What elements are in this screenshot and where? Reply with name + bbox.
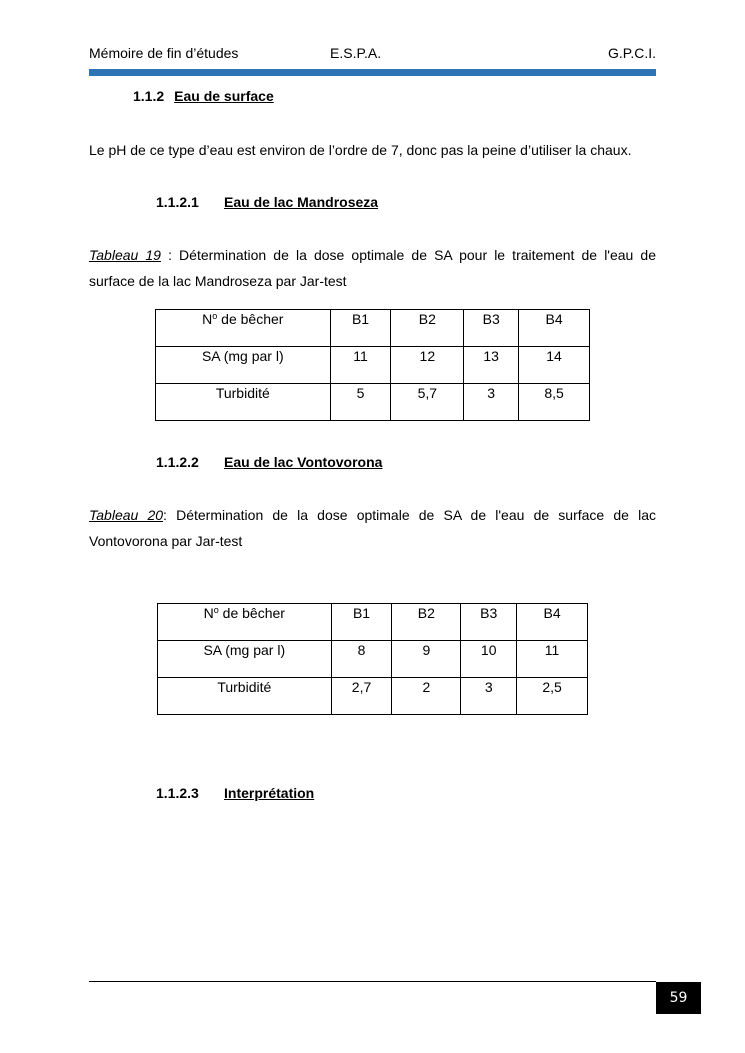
section-title: Eau de surface: [174, 88, 274, 104]
table-cell: 13: [464, 347, 519, 384]
table-cell: 5,7: [391, 384, 464, 421]
table-cell: 9: [392, 641, 461, 678]
row-label-becher: $N^o$ de bêcher: [156, 310, 331, 347]
table-row: [158, 678, 588, 715]
header-center: E.S.P.A.: [330, 45, 382, 61]
subsection-number-1: 1.1.2.1: [156, 194, 199, 210]
table-row: [156, 310, 590, 347]
row-label-dose: SA (mg par l): [158, 641, 332, 678]
row-label-dose: SA (mg par l): [156, 347, 331, 384]
header-cell: B2: [392, 604, 461, 641]
header-cell: B3: [464, 310, 519, 347]
header-left: Mémoire de fin d’études: [89, 45, 239, 61]
section-intro: Le pH de ce type d’eau est environ de l’ordre de 7, donc pas la peine d’utiliser la chaux.: [89, 142, 632, 158]
row-label-becher: $N^o$ de bêcher: [158, 604, 332, 641]
caption-label-1: Tableau 19: [89, 247, 161, 263]
subsection-heading-1: [156, 194, 378, 210]
table-row: [156, 384, 590, 421]
table-vontovorona: [157, 603, 588, 715]
header-cell: B1: [331, 604, 392, 641]
table-caption-1: [89, 242, 656, 294]
subsection-heading-3: [156, 785, 314, 801]
row-label-turbidity: Turbidité: [156, 384, 331, 421]
subsection-title-2: Eau de lac Vontovorona: [224, 454, 383, 470]
header-right: G.P.C.I.: [608, 45, 656, 61]
section-heading: [133, 88, 274, 104]
caption-text-1: : Détermination de la dose optimale de SA pour le traitement de l'eau de surface de la lac Mandroseza par Jar-test: [89, 247, 656, 289]
table-cell: 11: [330, 347, 391, 384]
table-cell: 8: [331, 641, 392, 678]
table-mandroseza: [155, 309, 590, 421]
table-cell: 12: [391, 347, 464, 384]
table-cell: 2,7: [331, 678, 392, 715]
table-row: [158, 641, 588, 678]
header-cell: B4: [517, 604, 588, 641]
table-cell: 5: [330, 384, 391, 421]
table-caption-2: [89, 502, 656, 554]
table-cell: 10: [461, 641, 517, 678]
table-cell: 14: [519, 347, 590, 384]
table-cell: 2,5: [517, 678, 588, 715]
table-cell: 3: [464, 384, 519, 421]
footer-rule: [89, 981, 656, 982]
subsection-number-3: 1.1.2.3: [156, 785, 199, 801]
caption-text-2: : Détermination de la dose optimale de SA de l'eau de surface de lac Vontovorona par Jar-test: [89, 507, 656, 549]
table-cell: 11: [517, 641, 588, 678]
page-number: 59: [656, 982, 701, 1014]
subsection-title-3: Interprétation: [224, 785, 315, 801]
section-number: 1.1.2: [133, 88, 165, 104]
table-cell: 3: [461, 678, 517, 715]
subsection-number-2: 1.1.2.2: [156, 454, 199, 470]
row-label-turbidity: Turbidité: [158, 678, 332, 715]
table-row: [158, 604, 588, 641]
header-cell: B1: [330, 310, 391, 347]
subsection-title-1: Eau de lac Mandroseza: [224, 194, 379, 210]
table-cell: 2: [392, 678, 461, 715]
header-cell: B3: [461, 604, 517, 641]
caption-label-2: Tableau 20: [89, 507, 164, 523]
header-rule: [89, 69, 656, 76]
header-cell: B4: [519, 310, 590, 347]
table-cell: 8,5: [519, 384, 590, 421]
subsection-heading-2: [156, 454, 382, 470]
header-cell: B2: [391, 310, 464, 347]
table-row: [156, 347, 590, 384]
